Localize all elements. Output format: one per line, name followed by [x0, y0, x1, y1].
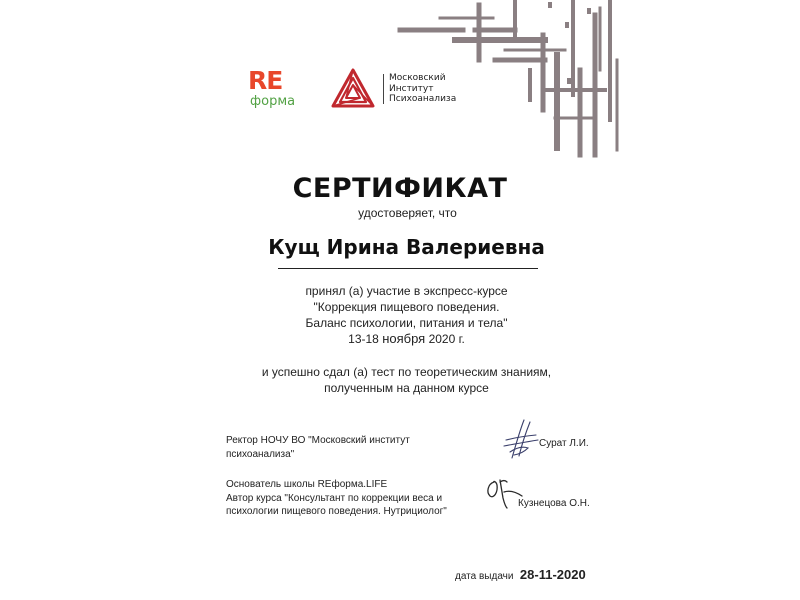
- institute-name-line: Московский: [389, 73, 446, 83]
- course-line: Баланс психологии, питания и тела": [305, 316, 508, 330]
- test-result: [0, 364, 800, 396]
- institute-logo-name: [389, 73, 456, 105]
- signatory-title-line: Основатель школы REформа.LIFE: [226, 479, 388, 490]
- founder-title: [226, 478, 447, 519]
- course-dates: [0, 331, 800, 347]
- result-line: полученным на данном курсе: [324, 381, 489, 395]
- course-month: ноября: [382, 331, 426, 346]
- institute-name-line: Институт: [389, 83, 434, 94]
- issue-date-value: 28-11-2020: [519, 567, 586, 582]
- issue-date-block: [455, 566, 586, 584]
- signatory-title-line: психологии пищевого поведения. Нутрициолог": [226, 506, 447, 517]
- recipient-name: Кущ Ирина Валериевна: [268, 235, 545, 259]
- signatory-title-line: Ректор НОЧУ ВО "Московский институт: [226, 435, 410, 446]
- recipient-underline: [278, 268, 538, 269]
- institute-triangle-icon: [331, 68, 375, 108]
- rector-title: [226, 434, 410, 461]
- reforma-logo-mark: RE: [248, 66, 283, 95]
- certificate-title: СЕРТИФИКАТ: [292, 173, 508, 204]
- issue-date-label: дата выдачи: [455, 571, 514, 582]
- institute-name-line: Психоанализа: [389, 94, 457, 104]
- reforma-logo: [248, 66, 300, 110]
- signatory-title-line: Автор курса "Консультант по коррекции веса и: [226, 492, 443, 504]
- course-year: 2020 г.: [428, 332, 465, 346]
- course-line: "Коррекция пищевого поведения.: [313, 300, 500, 314]
- rector-signature: [500, 418, 542, 460]
- course-line: принял (а) участие в экспресс-курсе: [305, 284, 508, 298]
- signatory-title-line: психоанализа": [226, 448, 295, 460]
- reforma-logo-subtitle: форма: [250, 94, 296, 109]
- course-days: 13-18: [348, 332, 379, 346]
- course-description: [0, 283, 800, 347]
- result-line: и успешно сдал (а) тест по теоретическим знаниям,: [261, 365, 552, 379]
- founder-name: Кузнецова О.Н.: [518, 498, 590, 509]
- institute-logo-divider: [383, 74, 384, 104]
- certificate-subtitle: удостоверяет, что: [358, 206, 457, 220]
- rector-name: Сурат Л.И.: [539, 438, 589, 449]
